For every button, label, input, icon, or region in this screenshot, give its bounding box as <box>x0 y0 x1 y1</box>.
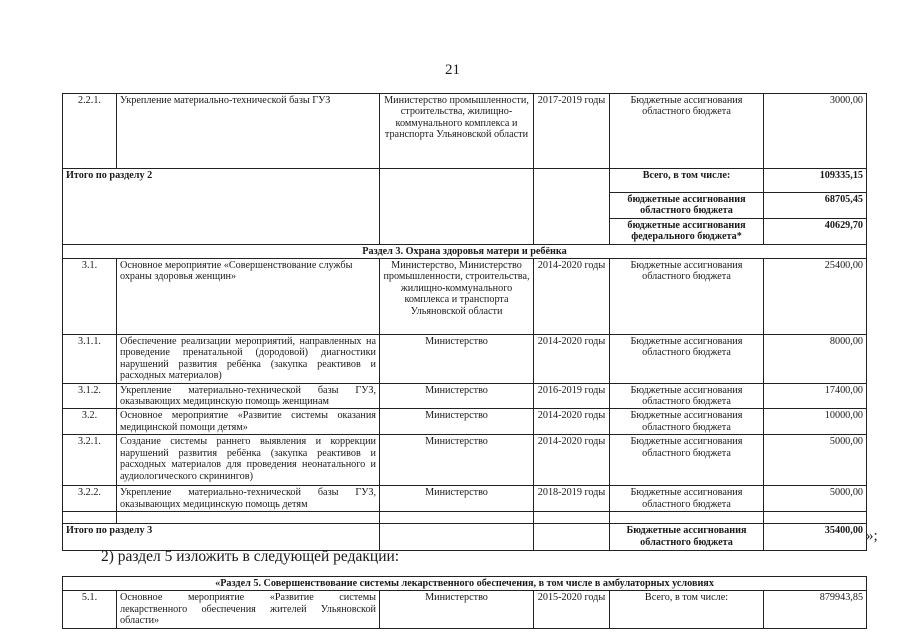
row-number: 3.2.1. <box>63 435 117 486</box>
section-title: Раздел 3. Охрана здоровья матери и ребёнка <box>63 244 867 258</box>
table-row <box>63 435 867 486</box>
measure-name: Обеспечение реализации мероприятий, направленных на проведение пренатальной (дородовой) диагностики нарушений развития ребёнка (закупка реактивов и расходных материалов) <box>117 335 380 384</box>
page-number: 21 <box>445 62 460 78</box>
period: 2017-2019 годы <box>534 94 610 169</box>
section-heading-row <box>63 244 867 258</box>
period: 2015-2020 годы <box>534 591 610 628</box>
row-number: 2.2.1. <box>63 94 117 169</box>
funding-source: Бюджетные ассигнования областного бюджета <box>610 259 764 335</box>
table-row <box>63 383 867 409</box>
row-number: 5.1. <box>63 591 117 628</box>
funding-source: Бюджетные ассигнования областного бюджета <box>610 486 764 512</box>
executor: Министерство <box>380 335 534 384</box>
table-row <box>63 94 867 169</box>
section-heading-row <box>63 577 867 591</box>
measure-name: Укрепление материально-технической базы ГУЗ <box>117 94 380 169</box>
total-amount: 35400,00 <box>764 524 867 551</box>
measure-name: Основное мероприятие «Развитие системы лекарственного обеспечения жителей Ульяновской области» <box>117 591 380 628</box>
table-row <box>63 512 867 524</box>
row-number: 3.2.2. <box>63 486 117 512</box>
total-row <box>63 524 867 551</box>
total-label: Итого по разделу 3 <box>63 524 380 551</box>
executor: Министерство, Министерство промышленности, строительства, жилищно-коммунального комплекса и транспорта Ульяновской области <box>380 259 534 335</box>
executor: Министерство <box>380 383 534 409</box>
period: 2014-2020 годы <box>534 335 610 384</box>
amount: 879943,85 <box>764 591 867 628</box>
row-number: 3.1.2. <box>63 383 117 409</box>
measure-name: Укрепление материально-технической базы ГУЗ, оказывающих медицинскую помощь детям <box>117 486 380 512</box>
amount: 5000,00 <box>764 486 867 512</box>
section-title: «Раздел 5. Совершенствование системы лекарственного обеспечения, в том числе в амбулаторных условиях <box>63 577 867 591</box>
funding-source: Бюджетные ассигнования областного бюджета <box>610 335 764 384</box>
measure-name: Основное мероприятие «Развитие системы оказания медицинской помощи детям» <box>117 409 380 435</box>
executor: Министерство <box>380 591 534 628</box>
table-row <box>63 486 867 512</box>
row-number: 3.2. <box>63 409 117 435</box>
total-amount: 40629,70 <box>764 218 867 244</box>
total-amount: 109335,15 <box>764 169 867 193</box>
period: 2014-2020 годы <box>534 435 610 486</box>
executor: Министерство <box>380 435 534 486</box>
funding-source: Всего, в том числе: <box>610 591 764 628</box>
measure-name: Создание системы раннего выявления и коррекции нарушений развития ребёнка (закупка реактивов и расходных материалов для проведения неонатального и аудиологического скринингов) <box>117 435 380 486</box>
amount: 5000,00 <box>764 435 867 486</box>
executor: Министерство <box>380 486 534 512</box>
total-source: Всего, в том числе: <box>610 169 764 193</box>
measure-name: Основное мероприятие «Совершенствование службы охраны здоровья женщин» <box>117 259 380 335</box>
table-row <box>63 335 867 384</box>
row-number: 3.1. <box>63 259 117 335</box>
amount: 25400,00 <box>764 259 867 335</box>
funding-source: Бюджетные ассигнования областного бюджета <box>610 383 764 409</box>
total-label: Итого по разделу 2 <box>63 169 380 245</box>
executor: Министерство промышленности, строительства, жилищно-коммунального комплекса и транспорта Ульяновской области <box>380 94 534 169</box>
amount: 17400,00 <box>764 383 867 409</box>
total-source: бюджетные ассигнования областного бюджета <box>610 193 764 219</box>
total-source: бюджетные ассигнования федерального бюджета* <box>610 218 764 244</box>
closing-quote-mark: »; <box>866 528 878 544</box>
budget-table <box>62 93 867 551</box>
total-row <box>63 169 867 193</box>
funding-source: Бюджетные ассигнования областного бюджета <box>610 409 764 435</box>
funding-source: Бюджетные ассигнования областного бюджета <box>610 435 764 486</box>
total-amount: 68705,45 <box>764 193 867 219</box>
measure-name: Укрепление материально-технической базы ГУЗ, оказывающих медицинскую помощь женщинам <box>117 383 380 409</box>
section5-table <box>62 576 867 629</box>
funding-source: Бюджетные ассигнования областного бюджета <box>610 94 764 169</box>
amount: 10000,00 <box>764 409 867 435</box>
amendment-instruction: 2) раздел 5 изложить в следующей редакции: <box>101 548 400 565</box>
period: 2014-2020 годы <box>534 409 610 435</box>
period: 2018-2019 годы <box>534 486 610 512</box>
table-row <box>63 409 867 435</box>
total-source: Бюджетные ассигнования областного бюджета <box>610 524 764 551</box>
row-number: 3.1.1. <box>63 335 117 384</box>
period: 2016-2019 годы <box>534 383 610 409</box>
table-row <box>63 259 867 335</box>
table-row <box>63 591 867 628</box>
amount: 8000,00 <box>764 335 867 384</box>
amount: 3000,00 <box>764 94 867 169</box>
period: 2014-2020 годы <box>534 259 610 335</box>
executor: Министерство <box>380 409 534 435</box>
